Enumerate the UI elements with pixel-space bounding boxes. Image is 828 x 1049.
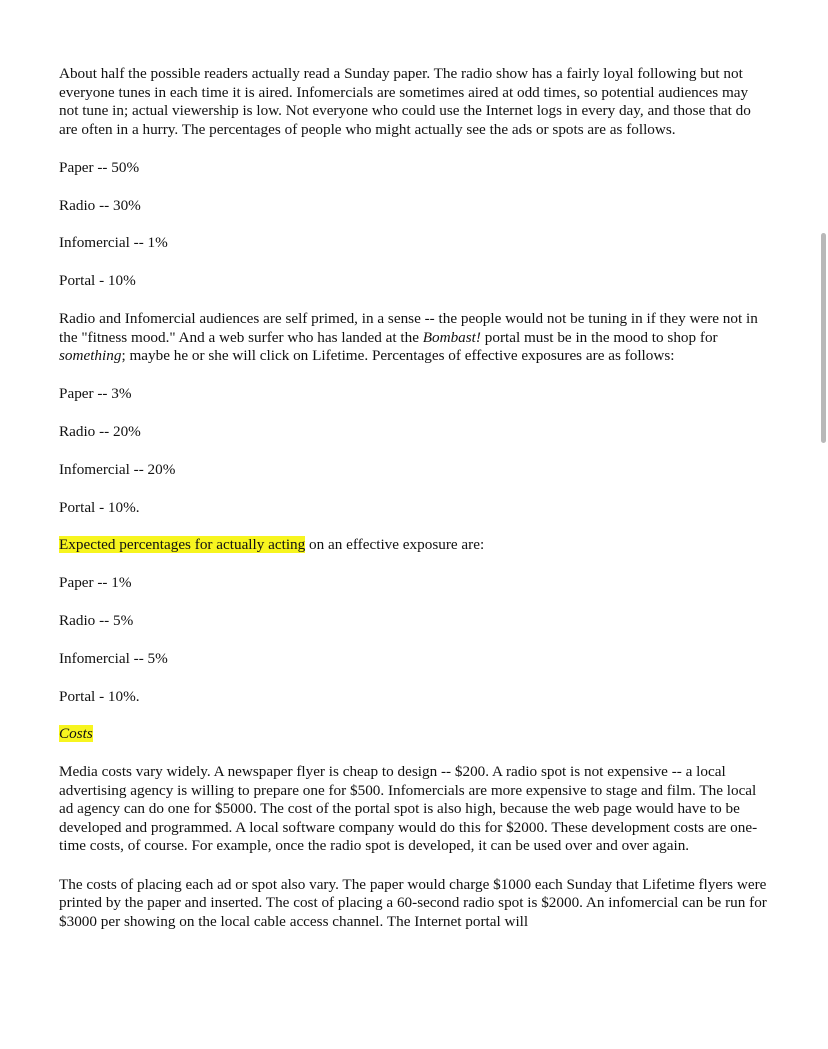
costs-heading (59, 725, 771, 744)
list-item: Infomercial -- 5% (59, 649, 168, 667)
highlighted-text: Expected percentages for actually acting (59, 536, 306, 554)
exposure-list (59, 159, 771, 291)
list-item: Portal - 10% (59, 272, 136, 290)
costs-paragraph-1: Media costs vary widely. A newspaper flyer is cheap to design -- $200. A radio spot is not expensive -- a local advertising agency is willing to prepare one for $500. Infomercials are more expensive to stage and film. The local ad agency can do one for $5000. The cost of the portal spot is also high, because the web page would have to be developed and programmed. A local software company would do this for $2000. These development costs are one-time costs, of course. For example, once the radio spot is developed, it can be used over and over again. (59, 763, 758, 855)
list-item: Infomercial -- 1% (59, 234, 168, 252)
intro-paragraph: About half the possible readers actually read a Sunday paper. The radio show has a fairly loyal following but not everyone tunes in each time it is aired. Infomercials are sometimes aired at odd times, so potential audiences may not tune in; actual viewership is low. Not everyone who could use the Internet logs in every day, and those that do are often in a hurry. The percentages of people who might actually see the ads or spots are as follows. (59, 65, 751, 138)
list-item: Infomercial -- 20% (59, 460, 176, 478)
acting-sentence: Expected percentages for actually acting on an effective exposure are: (59, 536, 485, 554)
list-item: Paper -- 3% (59, 385, 132, 403)
list-item: Portal - 10%. (59, 687, 140, 705)
list-item: Radio -- 5% (59, 611, 134, 629)
effective-exposure-list (59, 385, 771, 517)
list-item: Paper -- 1% (59, 574, 132, 592)
vertical-scrollbar[interactable] (821, 0, 828, 1049)
acting-list (59, 574, 771, 706)
something-italic: something (59, 347, 122, 365)
scrollbar-thumb[interactable] (821, 233, 826, 443)
costs-heading-text: Costs (59, 725, 93, 743)
costs-paragraph-2: The costs of placing each ad or spot also vary. The paper would charge $1000 each Sunday that Lifetime flyers were printed by the paper and inserted. The cost of placing a 60-second radio spot is $2000. An infomercial can be run for $3000 per showing on the local cable access channel. The Internet portal will (59, 875, 767, 930)
list-item: Paper -- 50% (59, 158, 140, 176)
primed-paragraph: Radio and Infomercial audiences are self primed, in a sense -- the people would not be tuning in if they were not in the "fitness mood." And a web surfer who has landed at the Bombast! portal must be in the mood to shop for something; maybe he or she will click on Lifetime. Percentages of effective exposures are as follows: (59, 310, 758, 365)
list-item: Portal - 10%. (59, 498, 140, 516)
bombast-italic: Bombast! (422, 328, 481, 346)
document-body (59, 65, 771, 951)
list-item: Radio -- 20% (59, 423, 141, 441)
list-item: Radio -- 30% (59, 196, 141, 214)
